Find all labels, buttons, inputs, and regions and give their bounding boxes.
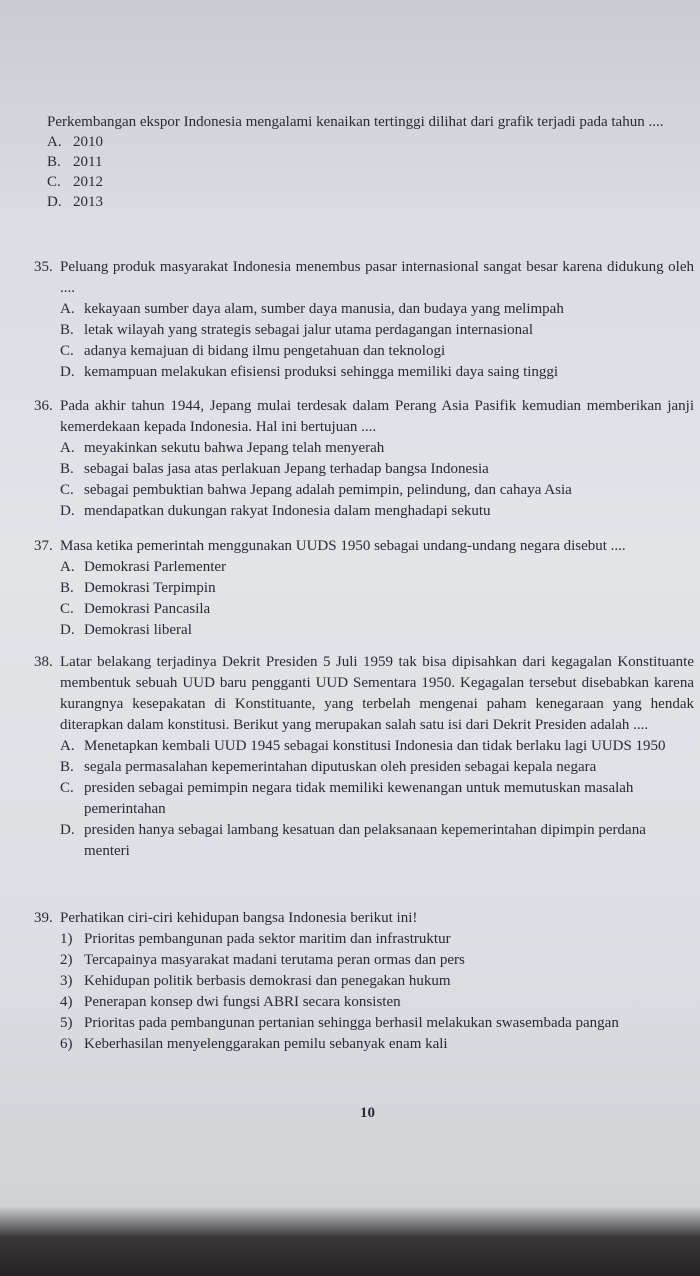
statement-text: Penerapan konsep dwi fungsi ABRI secara konsisten bbox=[84, 994, 401, 1010]
background-surface bbox=[0, 1206, 700, 1276]
question-stem: Perkembangan ekspor Indonesia mengalami kenaikan tertinggi dilihat dari grafik terjadi pada tahun .... bbox=[47, 114, 664, 130]
option-text: meyakinkan sekutu bahwa Jepang telah menyerah bbox=[84, 440, 385, 456]
option-letter: D. bbox=[60, 822, 75, 838]
question-stem: Masa ketika pemerintah menggunakan UUDS 1950 sebagai undang-undang negara disebut .... bbox=[60, 538, 626, 554]
statement-list bbox=[60, 929, 694, 1055]
option-letter: C. bbox=[60, 780, 74, 796]
option-letter: C. bbox=[47, 174, 61, 190]
option-letter: B. bbox=[60, 759, 74, 775]
option-text: sebagai pembuktian bahwa Jepang adalah pemimpin, pelindung, dan cahaya Asia bbox=[84, 482, 572, 498]
statement-number: 4) bbox=[60, 994, 73, 1010]
option-letter: A. bbox=[60, 301, 75, 317]
option-letter: A. bbox=[60, 559, 75, 575]
option-a bbox=[60, 736, 694, 757]
option-d bbox=[60, 620, 694, 641]
statement-number: 1) bbox=[60, 931, 73, 947]
option-b bbox=[60, 578, 694, 599]
option-letter: C. bbox=[60, 482, 74, 498]
question-stem: Peluang produk masyarakat Indonesia menembus pasar internasional sangat besar karena didukung oleh .... bbox=[60, 259, 694, 296]
option-text: mendapatkan dukungan rakyat Indonesia dalam menghadapi sekutu bbox=[84, 503, 491, 519]
option-a bbox=[60, 299, 694, 320]
option-letter: A. bbox=[47, 134, 62, 150]
option-text: 2013 bbox=[73, 194, 103, 210]
option-list bbox=[60, 299, 694, 383]
option-text: presiden hanya sebagai lambang kesatuan dan pelaksanaan kepemerintahan dipimpin perdana menteri bbox=[84, 822, 646, 859]
statement-3 bbox=[60, 971, 694, 992]
question-number: 39. bbox=[34, 910, 53, 926]
statement-number: 5) bbox=[60, 1015, 73, 1031]
page-number: 10 bbox=[360, 1105, 375, 1121]
statement-6 bbox=[60, 1034, 694, 1055]
option-a bbox=[60, 438, 694, 459]
option-letter: D. bbox=[60, 503, 75, 519]
option-text: Demokrasi Parlementer bbox=[84, 559, 227, 575]
statement-text: Prioritas pada pembangunan pertanian sehingga berhasil melakukan swasembada pangan bbox=[84, 1015, 619, 1031]
question-number: 38. bbox=[34, 654, 53, 670]
option-letter: A. bbox=[60, 440, 75, 456]
option-c bbox=[60, 480, 694, 501]
question-38 bbox=[34, 652, 694, 862]
statement-text: Prioritas pembangunan pada sektor maritim dan infrastruktur bbox=[84, 931, 451, 947]
option-text: Demokrasi liberal bbox=[84, 622, 192, 638]
statement-number: 6) bbox=[60, 1036, 73, 1052]
question-36 bbox=[34, 396, 694, 522]
statement-text: Kehidupan politik berbasis demokrasi dan penegakan hukum bbox=[84, 973, 451, 989]
question-34-continuation bbox=[47, 112, 687, 212]
option-d bbox=[60, 820, 694, 862]
option-letter: D. bbox=[47, 194, 62, 210]
option-letter: D. bbox=[60, 622, 75, 638]
option-letter: B. bbox=[60, 461, 74, 477]
option-d bbox=[47, 192, 687, 212]
question-stem: Pada akhir tahun 1944, Jepang mulai terdesak dalam Perang Asia Pasifik kemudian memberikan janji kemerdekaan kepada Indonesia. Hal ini bertujuan .... bbox=[60, 398, 694, 435]
option-b bbox=[60, 757, 694, 778]
option-text: letak wilayah yang strategis sebagai jalur utama perdagangan internasional bbox=[84, 322, 533, 338]
question-39 bbox=[34, 908, 694, 1055]
option-letter: B. bbox=[60, 580, 74, 596]
statement-5 bbox=[60, 1013, 694, 1034]
option-d bbox=[60, 362, 694, 383]
question-35 bbox=[34, 257, 694, 383]
option-letter: C. bbox=[60, 343, 74, 359]
option-text: adanya kemajuan di bidang ilmu pengetahuan dan teknologi bbox=[84, 343, 446, 359]
option-text: Menetapkan kembali UUD 1945 sebagai konstitusi Indonesia dan tidak berlaku lagi UUDS 1950 bbox=[84, 738, 666, 754]
option-c bbox=[60, 778, 694, 820]
statement-1 bbox=[60, 929, 694, 950]
statement-number: 3) bbox=[60, 973, 73, 989]
option-letter: D. bbox=[60, 364, 75, 380]
option-text: 2011 bbox=[73, 154, 103, 170]
option-text: 2010 bbox=[73, 134, 103, 150]
question-stem: Latar belakang terjadinya Dekrit Presiden 5 Juli 1959 tak bisa dipisahkan dari kegagalan Konstituante membentuk sebuah UUD baru pengganti UUD Sementara 1950. Kegagalan tersebut disebabkan karena kurangnya kesepakatan di Konstituante, yang terbelah mengenai paham kenegaraan yang hendak diterapkan dalam konstitusi. Berikut yang merupakan salah satu isi dari Dekrit Presiden adalah .... bbox=[60, 654, 694, 733]
option-text: kemampuan melakukan efisiensi produksi sehingga memiliki daya saing tinggi bbox=[84, 364, 559, 380]
option-list bbox=[60, 736, 694, 862]
statement-4 bbox=[60, 992, 694, 1013]
option-list bbox=[60, 557, 694, 641]
question-37 bbox=[34, 536, 694, 641]
option-list bbox=[47, 132, 687, 212]
option-c bbox=[60, 599, 694, 620]
question-number: 35. bbox=[34, 259, 53, 275]
option-a bbox=[60, 557, 694, 578]
option-text: 2012 bbox=[73, 174, 103, 190]
option-text: Demokrasi Terpimpin bbox=[84, 580, 216, 596]
option-letter: A. bbox=[60, 738, 75, 754]
option-text: segala permasalahan kepemerintahan diputuskan oleh presiden sebagai kepala negara bbox=[84, 759, 597, 775]
option-d bbox=[60, 501, 694, 522]
option-a bbox=[47, 132, 687, 152]
question-number: 36. bbox=[34, 398, 53, 414]
option-text: Demokrasi Pancasila bbox=[84, 601, 211, 617]
option-text: sebagai balas jasa atas perlakuan Jepang terhadap bangsa Indonesia bbox=[84, 461, 489, 477]
option-c bbox=[60, 341, 694, 362]
option-list bbox=[60, 438, 694, 522]
option-letter: B. bbox=[47, 154, 61, 170]
statement-number: 2) bbox=[60, 952, 73, 968]
option-b bbox=[47, 152, 687, 172]
option-text: kekayaan sumber daya alam, sumber daya manusia, dan budaya yang melimpah bbox=[84, 301, 564, 317]
option-text: presiden sebagai pemimpin negara tidak memiliki kewenangan untuk memutuskan masalah pemerintahan bbox=[84, 780, 634, 817]
option-letter: C. bbox=[60, 601, 74, 617]
question-stem: Perhatikan ciri-ciri kehidupan bangsa Indonesia berikut ini! bbox=[60, 910, 418, 926]
statement-2 bbox=[60, 950, 694, 971]
option-c bbox=[47, 172, 687, 192]
option-letter: B. bbox=[60, 322, 74, 338]
option-b bbox=[60, 459, 694, 480]
question-number: 37. bbox=[34, 538, 53, 554]
statement-text: Keberhasilan menyelenggarakan pemilu sebanyak enam kali bbox=[84, 1036, 448, 1052]
statement-text: Tercapainya masyarakat madani terutama peran ormas dan pers bbox=[84, 952, 465, 968]
option-b bbox=[60, 320, 694, 341]
